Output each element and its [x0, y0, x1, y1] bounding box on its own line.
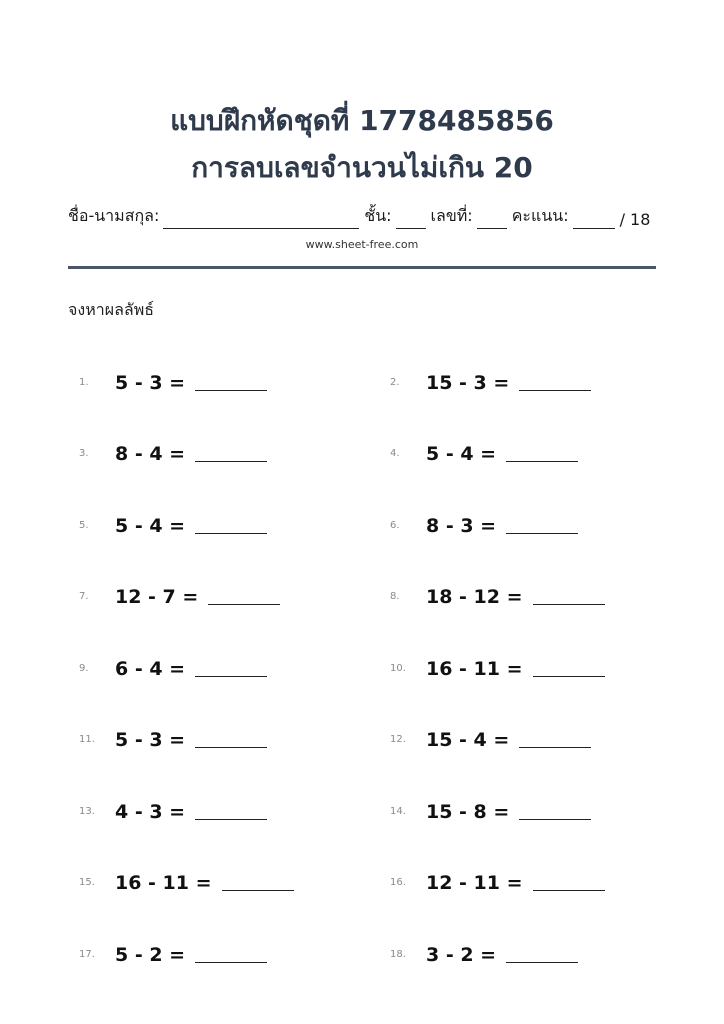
problem-number: 3.: [79, 448, 89, 459]
problem-item: [79, 507, 267, 537]
problem-item: [390, 721, 591, 751]
problem-item: [390, 435, 578, 465]
problem-item: [79, 435, 267, 465]
problem-number: 11.: [79, 734, 95, 745]
answer-blank[interactable]: [208, 604, 280, 605]
problem-item: [79, 721, 267, 751]
score-blank[interactable]: [573, 210, 615, 229]
problem-expression: 12 - 11 =: [426, 872, 523, 894]
problem-number: 2.: [390, 377, 400, 388]
answer-blank[interactable]: [519, 819, 591, 820]
header-divider: [68, 266, 656, 269]
problem-expression: 16 - 11 =: [426, 658, 523, 680]
problem-expression: 8 - 3 =: [426, 515, 497, 537]
problem-expression: 15 - 4 =: [426, 729, 510, 751]
answer-blank[interactable]: [506, 461, 578, 462]
worksheet-title: แบบฝึกหัดชุดที่ 1778485856: [170, 104, 554, 137]
problem-number: 1.: [79, 377, 89, 388]
problem-expression: 15 - 3 =: [426, 372, 510, 394]
problem-number: 12.: [390, 734, 406, 745]
problem-expression: 5 - 3 =: [115, 729, 186, 751]
answer-blank[interactable]: [519, 747, 591, 748]
problem-expression: 5 - 3 =: [115, 372, 186, 394]
name-label: ชื่อ-นามสกุล:: [68, 206, 160, 225]
website-url: www.sheet-free.com: [305, 238, 419, 251]
problem-number: 4.: [390, 448, 400, 459]
problem-number: 8.: [390, 591, 400, 602]
problem-number: 13.: [79, 806, 95, 817]
problem-number: 15.: [79, 877, 95, 888]
name-blank[interactable]: [163, 210, 359, 229]
number-blank[interactable]: [477, 210, 507, 229]
problem-number: 9.: [79, 663, 89, 674]
problem-number: 14.: [390, 806, 406, 817]
answer-blank[interactable]: [533, 890, 605, 891]
answer-blank[interactable]: [533, 676, 605, 677]
answer-blank[interactable]: [195, 747, 267, 748]
problem-item: [390, 793, 591, 823]
problem-expression: 3 - 2 =: [426, 944, 497, 966]
problem-item: [79, 364, 267, 394]
score-label: คะแนน:: [511, 206, 569, 225]
answer-blank[interactable]: [195, 390, 267, 391]
problem-expression: 18 - 12 =: [426, 586, 523, 608]
problem-item: [390, 650, 605, 680]
answer-blank[interactable]: [195, 533, 267, 534]
problem-expression: 5 - 4 =: [426, 443, 497, 465]
answer-blank[interactable]: [533, 604, 605, 605]
class-blank[interactable]: [396, 210, 426, 229]
problem-item: [79, 793, 267, 823]
problem-item: [390, 864, 605, 894]
problem-expression: 5 - 2 =: [115, 944, 186, 966]
problem-number: 7.: [79, 591, 89, 602]
score-total: / 18: [619, 210, 651, 229]
problem-expression: 5 - 4 =: [115, 515, 186, 537]
problem-item: [390, 578, 605, 608]
problem-item: [79, 864, 294, 894]
problem-item: [79, 650, 267, 680]
problem-expression: 12 - 7 =: [115, 586, 199, 608]
problem-expression: 4 - 3 =: [115, 801, 186, 823]
answer-blank[interactable]: [519, 390, 591, 391]
problem-item: [390, 507, 578, 537]
problem-number: 18.: [390, 949, 406, 960]
problem-item: [390, 364, 591, 394]
problem-item: [79, 578, 280, 608]
problem-number: 10.: [390, 663, 406, 674]
problem-expression: 6 - 4 =: [115, 658, 186, 680]
problem-item: [79, 936, 267, 966]
student-info-row: [68, 205, 658, 229]
problem-item: [390, 936, 578, 966]
worksheet-subtitle: การลบเลขจำนวนไม่เกิน 20: [191, 151, 533, 184]
problem-expression: 15 - 8 =: [426, 801, 510, 823]
problem-number: 6.: [390, 520, 400, 531]
instruction-text: จงหาผลลัพธ์: [68, 300, 155, 319]
answer-blank[interactable]: [506, 962, 578, 963]
problem-number: 5.: [79, 520, 89, 531]
answer-blank[interactable]: [195, 819, 267, 820]
answer-blank[interactable]: [506, 533, 578, 534]
answer-blank[interactable]: [195, 962, 267, 963]
answer-blank[interactable]: [195, 676, 267, 677]
problem-expression: 8 - 4 =: [115, 443, 186, 465]
problem-number: 17.: [79, 949, 95, 960]
problem-expression: 16 - 11 =: [115, 872, 212, 894]
problem-number: 16.: [390, 877, 406, 888]
class-label: ชั้น:: [364, 206, 392, 225]
number-label: เลขที่:: [430, 206, 473, 225]
answer-blank[interactable]: [195, 461, 267, 462]
answer-blank[interactable]: [222, 890, 294, 891]
